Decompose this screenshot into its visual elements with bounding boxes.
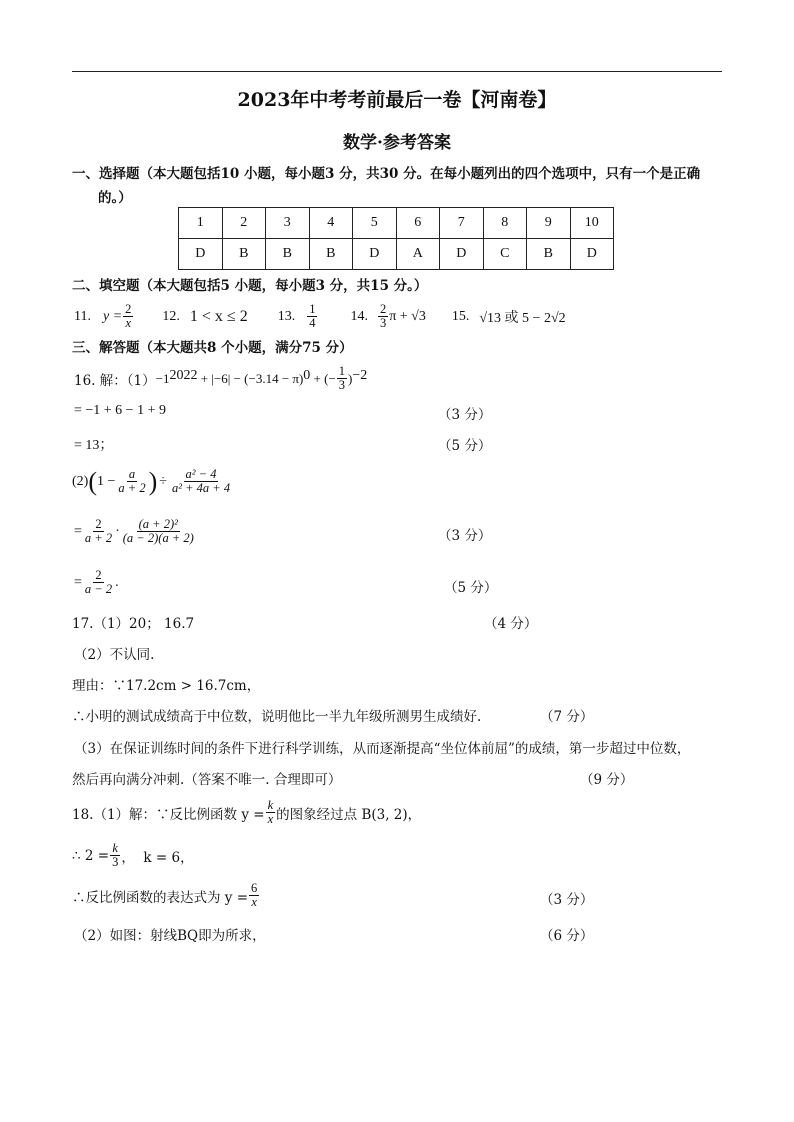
q16-fraction: $\frac{1}{3}$: [338, 364, 346, 393]
q15-label: 15.: [451, 309, 470, 324]
q13-fraction: $\frac{1}{4}$: [309, 302, 316, 331]
q16-step2-score: （5 分）: [438, 438, 492, 454]
q16-part2-step1-score: （3 分）: [438, 528, 492, 544]
table-cell: 9: [527, 208, 571, 239]
q18-line4: （2）如图：射线BQ即为所求，: [74, 928, 266, 944]
q16-period: .: [115, 575, 119, 590]
q16-term: ): [348, 371, 353, 386]
table-cell: B: [266, 239, 310, 270]
answer-table-answer-row: [179, 239, 614, 270]
q16-part2-step2-score: （5 分）: [444, 580, 498, 596]
q16-operator: ·: [115, 524, 120, 539]
q16-exponent: −2: [352, 368, 368, 383]
q18-text: ∴反比例函数的表达式为 y =: [72, 890, 249, 906]
q18-line1: [72, 795, 421, 831]
q17-line1-score: （4 分）: [484, 616, 538, 632]
q16-exponent: 2022: [169, 368, 198, 383]
top-rule: [72, 71, 722, 72]
q12-answer: 1 < x ≤ 2: [189, 308, 248, 325]
q11-fraction: $\frac{2}{x}$: [125, 302, 132, 331]
table-cell: 1: [179, 208, 223, 239]
q12-label: 12.: [162, 309, 180, 324]
section2-heading: 二、填空题（本大题包括5 小题，每小题3 分，共15 分。）: [72, 278, 428, 294]
q18-fraction: $\frac{6}{x}$: [251, 881, 258, 910]
table-cell: D: [353, 239, 397, 270]
q16-term: −1: [155, 371, 170, 386]
q16-step1-score: （3 分）: [438, 407, 492, 423]
q17-line3: 理由：∵17.2cm > 16.7cm，: [72, 678, 261, 694]
q16-exponent: 0: [303, 368, 311, 383]
q17-line4: ∴小明的测试成绩高于中位数，说明他比一半九年级所测男生成绩好.: [72, 709, 482, 725]
q18-text: 的图象经过点 B(3, 2)，: [276, 807, 422, 823]
section1-heading: 一、选择题（本大题包括10 小题，每小题3 分，共30 分。在每小题列出的四个选项中，只有一个是正确: [72, 166, 701, 182]
q18-text: ， k = 6，: [121, 850, 194, 866]
table-cell: 3: [266, 208, 310, 239]
q16-term: 1 −: [97, 474, 116, 489]
q18-line4-score: （6 分）: [540, 928, 594, 944]
q16-step2: = 13；: [74, 438, 114, 453]
table-cell: D: [570, 239, 614, 270]
section3-heading: 三、解答题（本大题共8 个小题，满分75 分）: [72, 340, 353, 356]
q16-part2-step1: [74, 512, 197, 552]
table-cell: C: [483, 239, 527, 270]
table-cell: 6: [396, 208, 440, 239]
answer-table-number-row: [179, 208, 614, 239]
q18-line3-score: （3 分）: [540, 892, 594, 908]
fill-in-answers: [74, 300, 566, 334]
table-cell: 7: [440, 208, 484, 239]
q16-fraction: $\frac{2}{a + 2}$: [84, 517, 113, 546]
q17-line6: 然后再向满分冲刺.（答案不唯一. 合理即可）: [72, 772, 342, 788]
table-cell: D: [179, 239, 223, 270]
table-cell: 8: [483, 208, 527, 239]
q18-line2: [72, 838, 194, 874]
q16-equals: =: [74, 524, 82, 539]
q16-part1-expression: [74, 362, 367, 396]
q17-line2: （2）不认同.: [74, 647, 155, 663]
q14-rest: π + √3: [389, 309, 426, 324]
q18-line3: [72, 878, 260, 914]
q16-label: 16. 解：（1）: [74, 373, 156, 389]
q13-label: 13.: [277, 309, 296, 324]
page-title: 2023年中考考前最后一卷【河南卷】: [237, 89, 557, 111]
q17-line4-score: （7 分）: [540, 709, 594, 725]
q16-fraction: $\frac{\text{(a + 2)²}}{(a - 2)(a + 2)}$: [122, 517, 194, 546]
table-cell: B: [222, 239, 266, 270]
table-cell: 10: [570, 208, 614, 239]
answer-table: [178, 207, 614, 270]
q16-equals: =: [74, 575, 82, 590]
q18-text: ∴ 2 =: [72, 848, 110, 864]
q16-fraction: $\frac{a}{a + 2}$: [118, 467, 146, 496]
table-cell: 2: [222, 208, 266, 239]
q11-label: 11.: [74, 309, 91, 324]
q17-line5: （3）在保证训练时间的条件下进行科学训练，从而逐渐提高“坐位体前屈”的成绩，第一步超过中位数，: [74, 741, 691, 757]
page-subtitle: 数学·参考答案: [343, 133, 451, 153]
table-cell: B: [309, 239, 353, 270]
section1-heading-cont: 的。）: [98, 190, 132, 206]
q16-paren: (: [88, 467, 97, 496]
q16-part2-label: (2): [72, 474, 89, 489]
q18-text: 18.（1）解：∵反比例函数 y =: [72, 807, 265, 823]
q18-fraction: $\frac{k}{3}$: [112, 841, 119, 870]
q11-lhs: y =: [102, 309, 123, 324]
q15-answer: √13 或 5 − 2√2: [479, 311, 566, 326]
q16-step1: = −1 + 6 − 1 + 9: [74, 403, 166, 418]
q16-part2-step2: [74, 565, 119, 601]
table-cell: 4: [309, 208, 353, 239]
table-cell: 5: [353, 208, 397, 239]
q18-fraction: $\frac{k}{x}$: [267, 798, 274, 827]
table-cell: A: [396, 239, 440, 270]
q17-line6-score: （9 分）: [580, 772, 634, 788]
q16-term: + |−6| − (−3.14 − π): [197, 371, 304, 386]
q16-fraction: $\frac{\text{a² − 4}}{\text{a² + 4a + 4}}$: [171, 467, 231, 496]
q16-paren: ): [148, 467, 158, 496]
table-cell: D: [440, 239, 484, 270]
q17-line1: 17.（1）20； 16.7: [72, 616, 195, 632]
q16-operator: ÷: [159, 474, 167, 489]
q14-fraction: $\frac{2}{3}$: [379, 302, 387, 331]
q16-fraction: $\frac{2}{a - 2}$: [84, 568, 113, 597]
q16-term: + (−: [310, 371, 336, 386]
table-cell: B: [527, 239, 571, 270]
q14-label: 14.: [350, 309, 368, 324]
q16-part2-expression: [72, 462, 233, 502]
